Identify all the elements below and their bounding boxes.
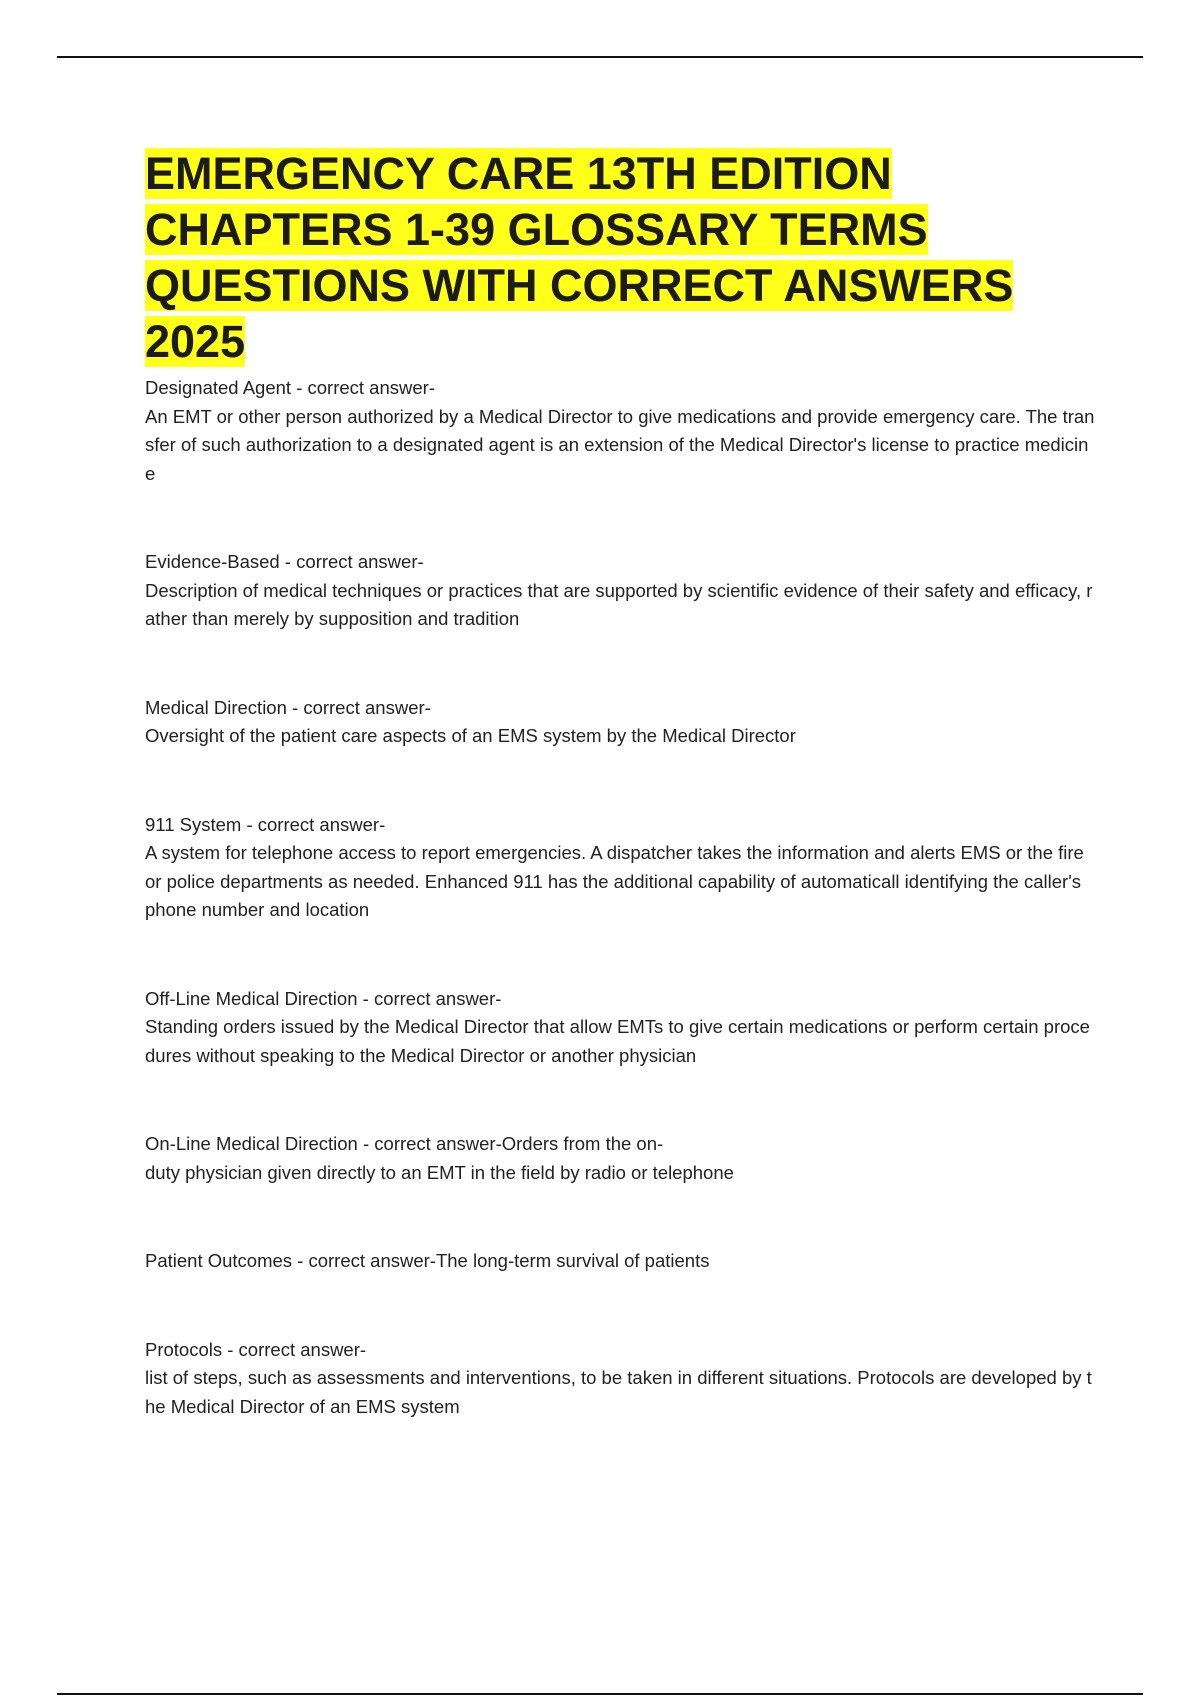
glossary-definition: duty physician given directly to an EMT in the field by radio or telephone xyxy=(145,1161,734,1183)
glossary-definition: Oversight of the patient care aspects of an EMS system by the Medical Director xyxy=(145,725,796,746)
glossary-entry xyxy=(145,694,1095,751)
document-title-text: EMERGENCY CARE 13TH EDITION CHAPTERS 1-39 GLOSSARY TERMS QUESTIONS WITH CORRECT ANSWERS 2025 xyxy=(145,148,1014,367)
glossary-entry xyxy=(145,374,1095,488)
glossary-definition: Description of medical techniques or practices that are supported by scientific evidence of their safety and efficacy, rather than merely by supposition and tradition xyxy=(145,579,1093,629)
glossary-term: Patient Outcomes - correct answer-The long-term survival of patients xyxy=(145,1250,710,1271)
glossary-entry xyxy=(145,985,1095,1071)
glossary-list xyxy=(145,374,1095,1421)
glossary-definition: list of steps, such as assessments and interventions, to be taken in different situations. Protocols are developed by the Medical Director of an EMS system xyxy=(145,1367,1092,1417)
glossary-definition: Standing orders issued by the Medical Director that allow EMTs to give certain medications or perform certain procedures without speaking to the Medical Director or another physician xyxy=(145,1016,1090,1066)
glossary-term: Medical Direction - correct answer- xyxy=(145,696,431,718)
glossary-term: Designated Agent - correct answer- xyxy=(145,377,435,398)
glossary-term: Protocols - correct answer- xyxy=(145,1338,367,1360)
glossary-definition: A system for telephone access to report emergencies. A dispatcher takes the information and alerts EMS or the fire or police departments as needed. Enhanced 911 has the additional capability of automaticall identifying the caller's phone number and location xyxy=(145,842,1084,920)
glossary-entry xyxy=(145,1130,1095,1187)
glossary-term: Off-Line Medical Direction - correct answer- xyxy=(145,987,502,1009)
glossary-entry xyxy=(145,1336,1095,1422)
glossary-entry xyxy=(145,811,1095,925)
page-content xyxy=(145,146,1095,1421)
document-title xyxy=(145,146,1095,370)
glossary-term: On-Line Medical Direction - correct answer-Orders from the on- xyxy=(145,1133,664,1154)
bottom-rule xyxy=(57,1693,1143,1695)
glossary-definition: An EMT or other person authorized by a Medical Director to give medications and provide emergency care. The transfer of such authorization to a designated agent is an extension of the Medical Director's license to practice medicine xyxy=(145,405,1095,484)
glossary-entry xyxy=(145,1247,1095,1276)
top-rule xyxy=(57,56,1143,58)
glossary-term: Evidence-Based - correct answer- xyxy=(145,551,424,572)
glossary-entry xyxy=(145,548,1095,634)
glossary-term: 911 System - correct answer- xyxy=(145,813,386,835)
